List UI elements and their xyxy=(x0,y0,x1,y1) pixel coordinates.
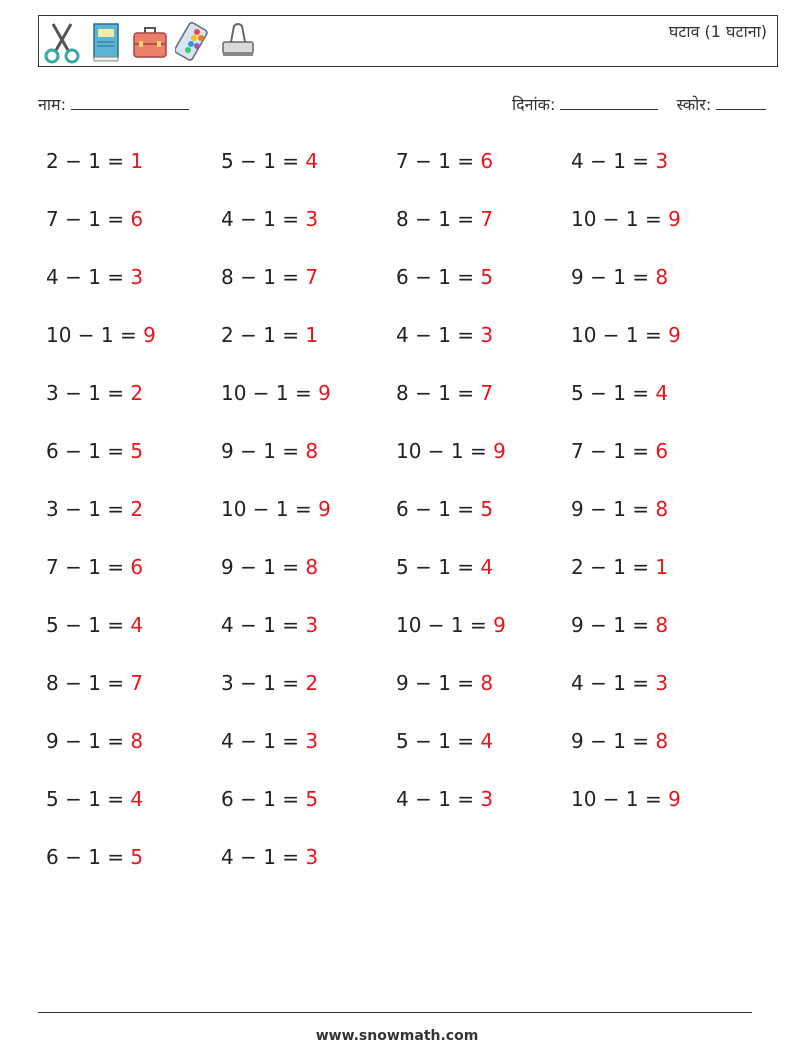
problem-answer: 7 xyxy=(305,265,319,289)
paint-palette-icon xyxy=(175,20,213,64)
problem-question: 6 − 1 = xyxy=(221,787,306,811)
problem-question: 4 − 1 = xyxy=(221,729,306,753)
problem-question: 10 − 1 = xyxy=(571,207,669,231)
problem-question: 5 − 1 = xyxy=(221,149,306,173)
subtraction-problem xyxy=(46,319,221,377)
subtraction-problem xyxy=(571,377,746,435)
problem-question: 4 − 1 = xyxy=(396,787,481,811)
problem-answer: 5 xyxy=(480,497,494,521)
subtraction-problem xyxy=(221,435,396,493)
problem-answer: 8 xyxy=(305,439,319,463)
problem-question: 8 − 1 = xyxy=(396,381,481,405)
problem-grid xyxy=(46,145,746,899)
subtraction-problem xyxy=(221,203,396,261)
problem-question: 8 − 1 = xyxy=(221,265,306,289)
subtraction-problem xyxy=(571,609,746,667)
subtraction-problem xyxy=(221,667,396,725)
subtraction-problem xyxy=(571,783,746,841)
problem-answer: 5 xyxy=(130,439,144,463)
problem-question: 9 − 1 = xyxy=(46,729,131,753)
subtraction-problem xyxy=(46,725,221,783)
subtraction-problem xyxy=(221,609,396,667)
problem-question: 7 − 1 = xyxy=(46,207,131,231)
problem-answer: 8 xyxy=(655,729,669,753)
problem-question: 9 − 1 = xyxy=(396,671,481,695)
subtraction-problem xyxy=(571,493,746,551)
problem-question: 5 − 1 = xyxy=(46,787,131,811)
subtraction-problem xyxy=(46,609,221,667)
subtraction-problem xyxy=(46,667,221,725)
problem-answer: 9 xyxy=(668,323,681,347)
problem-question: 3 − 1 = xyxy=(221,671,306,695)
problem-question: 4 − 1 = xyxy=(571,149,656,173)
problem-question: 3 − 1 = xyxy=(46,381,131,405)
problem-question: 5 − 1 = xyxy=(396,729,481,753)
header-icons xyxy=(43,20,257,64)
subtraction-problem xyxy=(571,261,746,319)
subtraction-problem xyxy=(571,319,746,377)
subtraction-problem xyxy=(396,203,571,261)
problem-question: 5 − 1 = xyxy=(46,613,131,637)
problem-question: 10 − 1 = xyxy=(571,787,669,811)
subtraction-problem xyxy=(221,551,396,609)
subtraction-problem xyxy=(396,319,571,377)
problem-answer: 9 xyxy=(143,323,156,347)
problem-question: 7 − 1 = xyxy=(46,555,131,579)
problem-answer: 9 xyxy=(493,613,506,637)
problem-question: 6 − 1 = xyxy=(46,845,131,869)
problem-answer: 4 xyxy=(655,381,669,405)
binder-clip-icon xyxy=(219,20,257,64)
subtraction-problem xyxy=(396,493,571,551)
problem-question: 8 − 1 = xyxy=(396,207,481,231)
problem-answer: 9 xyxy=(318,497,331,521)
problem-question: 6 − 1 = xyxy=(396,265,481,289)
problem-question: 7 − 1 = xyxy=(571,439,656,463)
subtraction-problem xyxy=(221,377,396,435)
footer-divider xyxy=(38,1012,752,1013)
problem-question: 4 − 1 = xyxy=(221,845,306,869)
book-icon xyxy=(87,20,125,64)
problem-question: 9 − 1 = xyxy=(571,497,656,521)
subtraction-problem xyxy=(396,725,571,783)
problem-question: 9 − 1 = xyxy=(571,729,656,753)
problem-question: 10 − 1 = xyxy=(396,613,494,637)
name-field xyxy=(38,93,189,115)
subtraction-problem xyxy=(221,493,396,551)
problem-question: 8 − 1 = xyxy=(46,671,131,695)
subtraction-problem xyxy=(571,203,746,261)
subtraction-problem xyxy=(46,377,221,435)
subtraction-problem xyxy=(396,783,571,841)
problem-question: 9 − 1 = xyxy=(221,555,306,579)
subtraction-problem xyxy=(46,435,221,493)
problem-question: 4 − 1 = xyxy=(571,671,656,695)
problem-answer: 6 xyxy=(130,207,144,231)
problem-answer: 4 xyxy=(305,149,319,173)
problem-answer: 8 xyxy=(655,613,669,637)
problem-answer: 3 xyxy=(305,845,319,869)
problem-answer: 9 xyxy=(668,787,681,811)
subtraction-problem xyxy=(396,435,571,493)
problem-answer: 6 xyxy=(130,555,144,579)
problem-question: 5 − 1 = xyxy=(396,555,481,579)
problem-answer: 1 xyxy=(305,323,319,347)
date-score-fields xyxy=(512,93,766,115)
problem-question: 2 − 1 = xyxy=(46,149,131,173)
problem-question: 10 − 1 = xyxy=(221,497,319,521)
problem-answer: 7 xyxy=(480,381,494,405)
name-label: नाम: xyxy=(38,95,66,114)
name-blank-line[interactable] xyxy=(71,95,189,110)
problem-answer: 6 xyxy=(655,439,669,463)
subtraction-problem xyxy=(46,841,221,899)
subtraction-problem xyxy=(221,319,396,377)
subtraction-problem xyxy=(396,551,571,609)
problem-answer: 2 xyxy=(305,671,319,695)
subtraction-problem xyxy=(571,551,746,609)
problem-answer: 2 xyxy=(130,381,144,405)
problem-answer: 3 xyxy=(655,149,669,173)
problem-question: 4 − 1 = xyxy=(396,323,481,347)
problem-answer: 8 xyxy=(130,729,144,753)
subtraction-problem xyxy=(46,493,221,551)
problem-answer: 8 xyxy=(480,671,494,695)
date-blank-line[interactable] xyxy=(560,95,658,110)
problem-answer: 4 xyxy=(130,787,144,811)
problem-question: 6 − 1 = xyxy=(46,439,131,463)
problem-answer: 3 xyxy=(480,323,494,347)
subtraction-problem xyxy=(46,261,221,319)
subtraction-problem xyxy=(396,377,571,435)
problem-question: 9 − 1 = xyxy=(571,613,656,637)
problem-question: 10 − 1 = xyxy=(46,323,144,347)
problem-answer: 3 xyxy=(130,265,144,289)
problem-question: 10 − 1 = xyxy=(221,381,319,405)
problem-answer: 9 xyxy=(493,439,506,463)
scissors-icon xyxy=(43,20,81,64)
problem-answer: 4 xyxy=(480,555,494,579)
problem-question: 9 − 1 = xyxy=(221,439,306,463)
problem-answer: 7 xyxy=(130,671,144,695)
subtraction-problem xyxy=(221,841,396,899)
subtraction-problem xyxy=(396,667,571,725)
problem-answer: 3 xyxy=(305,613,319,637)
subtraction-problem xyxy=(46,551,221,609)
problem-answer: 2 xyxy=(130,497,144,521)
subtraction-problem xyxy=(221,783,396,841)
problem-answer: 4 xyxy=(480,729,494,753)
problem-question: 7 − 1 = xyxy=(396,149,481,173)
problem-question: 2 − 1 = xyxy=(221,323,306,347)
problem-answer: 3 xyxy=(305,729,319,753)
subtraction-problem xyxy=(221,145,396,203)
problem-answer: 3 xyxy=(480,787,494,811)
problem-answer: 8 xyxy=(655,265,669,289)
problem-question: 9 − 1 = xyxy=(571,265,656,289)
problem-answer: 1 xyxy=(655,555,669,579)
subtraction-problem xyxy=(571,145,746,203)
problem-question: 2 − 1 = xyxy=(571,555,656,579)
problem-answer: 9 xyxy=(668,207,681,231)
problem-answer: 8 xyxy=(305,555,319,579)
worksheet-title: घटाव (1 घटाना) xyxy=(668,22,767,41)
score-label: स्कोर: xyxy=(676,95,712,114)
subtraction-problem xyxy=(46,783,221,841)
problem-answer: 4 xyxy=(130,613,144,637)
subtraction-problem xyxy=(46,145,221,203)
subtraction-problem xyxy=(571,667,746,725)
subtraction-problem xyxy=(396,145,571,203)
subtraction-problem xyxy=(46,203,221,261)
subtraction-problem xyxy=(221,261,396,319)
problem-question: 6 − 1 = xyxy=(396,497,481,521)
footer-url: www.snowmath.com xyxy=(315,1028,479,1044)
briefcase-icon xyxy=(131,20,169,64)
problem-answer: 5 xyxy=(130,845,144,869)
problem-question: 10 − 1 = xyxy=(571,323,669,347)
problem-answer: 5 xyxy=(305,787,319,811)
subtraction-problem xyxy=(396,609,571,667)
problem-answer: 8 xyxy=(655,497,669,521)
subtraction-problem xyxy=(396,261,571,319)
problem-question: 3 − 1 = xyxy=(46,497,131,521)
problem-answer: 3 xyxy=(655,671,669,695)
problem-answer: 3 xyxy=(305,207,319,231)
problem-answer: 7 xyxy=(480,207,494,231)
problem-question: 4 − 1 = xyxy=(221,207,306,231)
problem-question: 10 − 1 = xyxy=(396,439,494,463)
score-blank-line[interactable] xyxy=(716,95,766,110)
problem-answer: 1 xyxy=(130,149,144,173)
problem-question: 4 − 1 = xyxy=(221,613,306,637)
subtraction-problem xyxy=(571,725,746,783)
subtraction-problem xyxy=(571,435,746,493)
problem-answer: 9 xyxy=(318,381,331,405)
date-label: दिनांक: xyxy=(512,95,556,114)
subtraction-problem xyxy=(221,725,396,783)
problem-answer: 6 xyxy=(480,149,494,173)
problem-answer: 5 xyxy=(480,265,494,289)
worksheet-header xyxy=(38,15,778,67)
problem-question: 5 − 1 = xyxy=(571,381,656,405)
problem-question: 4 − 1 = xyxy=(46,265,131,289)
